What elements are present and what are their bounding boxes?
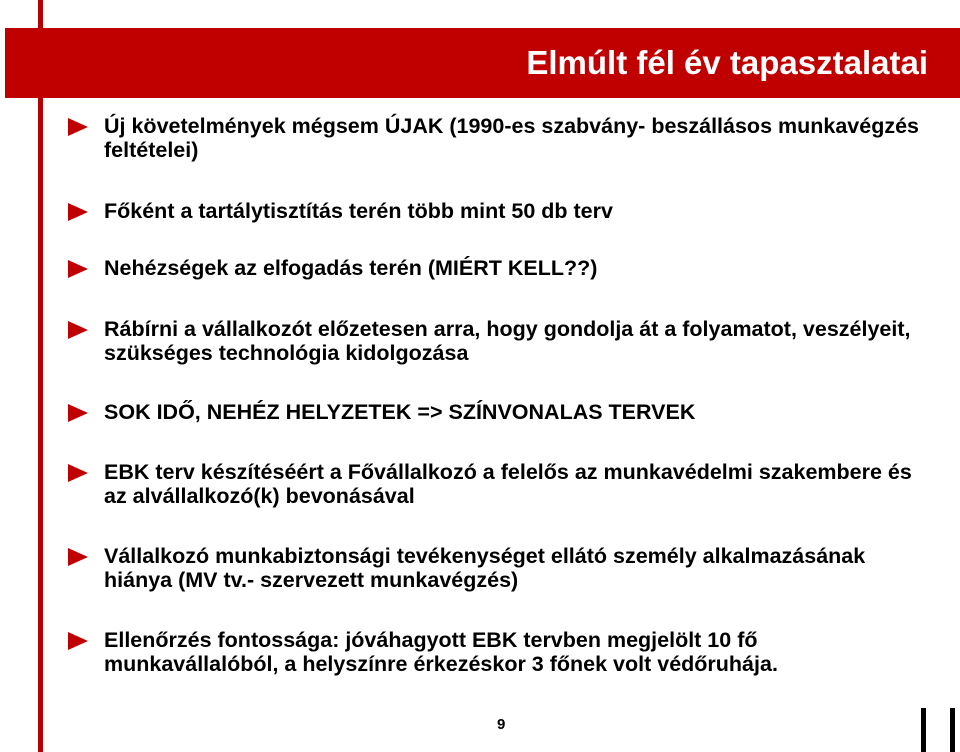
slide-title: Elmúlt fél év tapasztalatai xyxy=(526,44,928,81)
bullet-item xyxy=(68,317,928,365)
bullet-text: Nehézségek az elfogadás terén (MIÉRT KELL??) xyxy=(104,256,598,280)
triangle-right-icon xyxy=(68,548,88,566)
bullet-item xyxy=(68,460,928,508)
bullet-item xyxy=(68,628,928,676)
corner-mark xyxy=(950,708,955,752)
bullet-text: Ellenőrzés fontossága: jóváhagyott EBK tervben megjelölt 10 fő munkavállalóból, a helyszínre érkezéskor 3 főnek volt védőruhája. xyxy=(104,628,778,676)
bullet-text: SOK IDŐ, NEHÉZ HELYZETEK => SZÍNVONALAS TERVEK xyxy=(104,400,696,424)
triangle-right-icon xyxy=(68,321,88,339)
corner-mark xyxy=(921,708,926,752)
bullet-text: Új követelmények mégsem ÚJAK (1990-es szabvány- beszállásos munkavégzés feltételei) xyxy=(104,114,920,162)
bullet-item xyxy=(68,544,928,592)
bullet-text: Vállalkozó munkabiztonsági tevékenységet ellátó személy alkalmazásának hiánya (MV tv.- szervezett munkavégzés) xyxy=(104,544,866,592)
triangle-right-icon xyxy=(68,118,88,136)
bullet-text: EBK terv készítéséért a Fővállalkozó a felelős az munkavédelmi szakembere és az alvállalkozó(k) bevonásával xyxy=(104,460,912,508)
bullet-item xyxy=(68,114,928,162)
bullet-text: Rábírni a vállalkozót előzetesen arra, hogy gondolja át a folyamatot, veszélyeit, szükséges technológia kidolgozása xyxy=(104,317,911,365)
bullet-item xyxy=(68,400,928,424)
bullet-item xyxy=(68,256,928,280)
triangle-right-icon xyxy=(68,632,88,650)
triangle-right-icon xyxy=(68,203,88,221)
triangle-right-icon xyxy=(68,464,88,482)
triangle-right-icon xyxy=(68,404,88,422)
page-number: 9 xyxy=(497,716,506,733)
triangle-right-icon xyxy=(68,260,88,278)
bullet-text: Főként a tartálytisztítás terén több mint 50 db terv xyxy=(104,199,613,223)
bullet-item xyxy=(68,199,928,223)
